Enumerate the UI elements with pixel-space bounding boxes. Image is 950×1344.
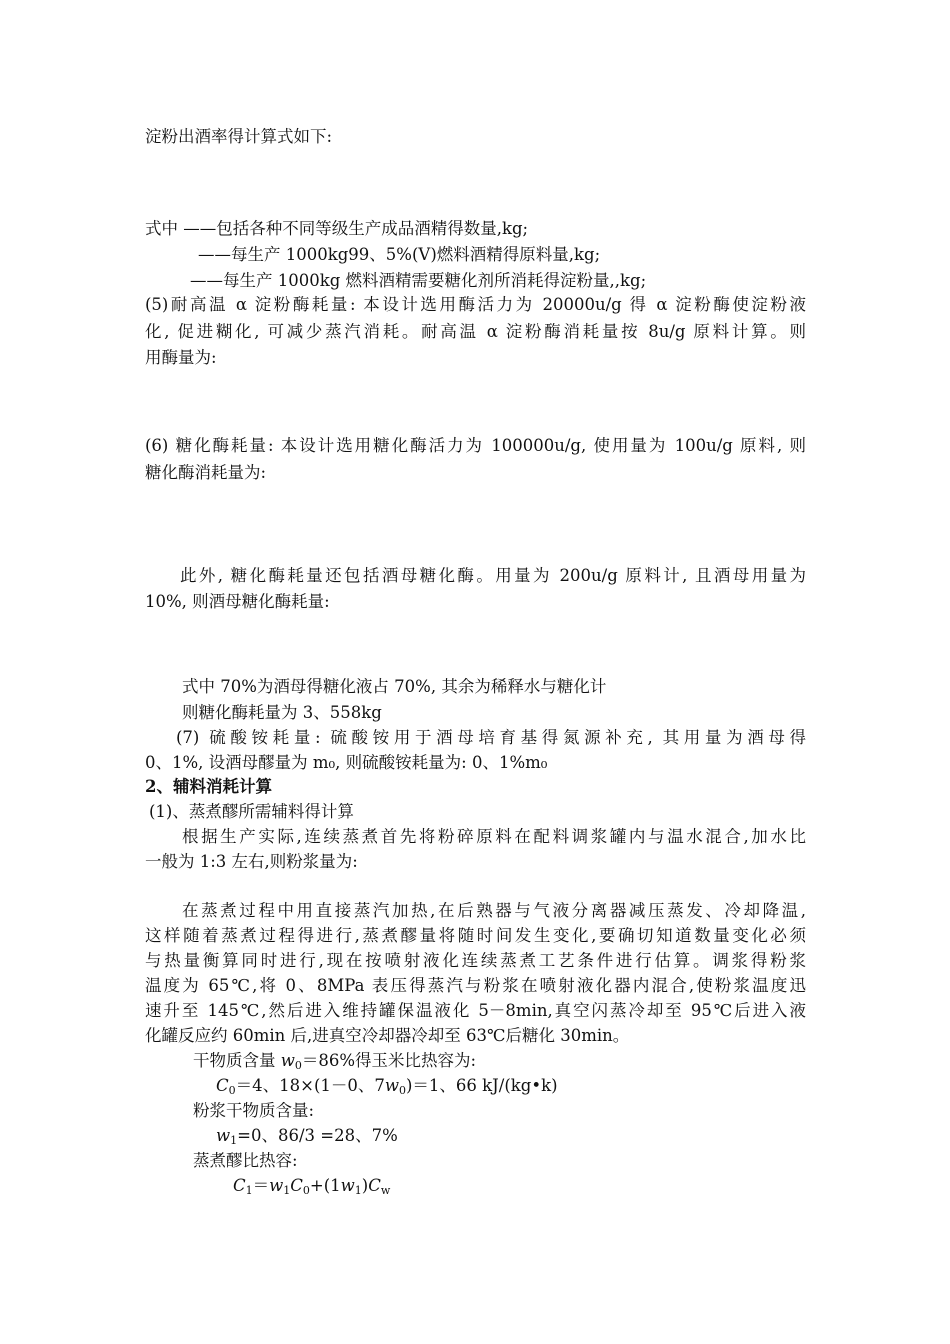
f1-sub: 0 [294, 1059, 302, 1072]
slurry-line-2: 一般为 1:3 左右,则粉浆量为: [145, 852, 358, 871]
f2-w: w [384, 1076, 399, 1095]
f6-wsub: 1 [283, 1184, 291, 1197]
cooking-line-2: 这样随着蒸煮过程得进行,蒸煮醪量将随时间发生变化,要确切知道数量变化必须 [145, 926, 806, 945]
f6-c: C [233, 1176, 246, 1195]
f6-w2: w [340, 1176, 355, 1195]
f4-w: w [216, 1126, 231, 1145]
formula-mash-heat-label: 蒸煮醪比热容: [193, 1151, 298, 1170]
cooking-line-3: 与热量衡算同时进行,现在按喷射液化连续蒸煮工艺条件进行估算。调浆得粉浆 [145, 951, 806, 970]
f6-csub: 1 [245, 1184, 253, 1197]
para-6x-line-2: 10%, 则酒母糖化酶耗量: [145, 592, 330, 611]
where-line-1: 式中 ——包括各种不同等级生产成品酒精得数量,kg; [145, 219, 529, 238]
f2-mid: ＝4、18×(1－0、7 [235, 1076, 385, 1095]
f2-end: )＝1、66 kJ/(kg•k) [406, 1076, 558, 1095]
formula-w1 [216, 1125, 398, 1147]
f6-close: ) [361, 1176, 369, 1195]
f1-var: w [280, 1051, 295, 1070]
f2-c: C [216, 1076, 229, 1095]
cooking-line-1: 在蒸煮过程中用直接蒸汽加热,在后熟器与气液分离器减压蒸发、冷却降温, [182, 901, 806, 920]
formula-c1 [233, 1175, 390, 1197]
f1-rest: ＝86%得玉米比热容为: [301, 1051, 477, 1070]
f6-c0: C [290, 1176, 303, 1195]
note-line-1: 式中 70%为酒母得糖化液占 70%, 其余为稀释水与糖化计 [182, 677, 607, 696]
para-7-line-1: (7) 硫酸铵耗量: 硫酸铵用于酒母培育基得氮源补充, 其用量为酒母得 [176, 728, 806, 747]
para-6-line-2: 糖化酶消耗量为: [145, 463, 267, 482]
f6-w2sub: 1 [354, 1184, 362, 1197]
cooking-line-6: 化罐反应约 60min 后,进真空冷却器冷却至 63℃后糖化 30min。 [145, 1026, 630, 1045]
para-7-line-2: 0、1%, 设酒母醪量为 m₀, 则硫酸铵耗量为: 0、1%m₀ [145, 753, 548, 772]
f4-rest: =0、86/3 =28、7% [237, 1126, 398, 1145]
subsection-1-heading: (1)、蒸煮醪所需辅料得计算 [149, 802, 354, 821]
formula-c0 [216, 1075, 558, 1097]
intro-line: 淀粉出酒率得计算式如下: [145, 127, 333, 146]
para-6-line-1: (6) 糖化酶耗量: 本设计选用糖化酶活力为 100000u/g, 使用量为 100u/g 原料, 则 [145, 436, 806, 455]
formula-dry-matter-label [193, 1050, 476, 1072]
f6-mid: +(1 [309, 1176, 341, 1195]
para-5-line-3: 用酶量为: [145, 348, 217, 367]
cooking-line-5: 速升至 145℃,然后进入维持罐保温液化 5－8min,真空闪蒸冷却至 95℃后进入液 [145, 1001, 806, 1020]
para-5-line-2: 化, 促进糊化, 可减少蒸汽消耗。耐高温 α 淀粉酶消耗量按 8u/g 原料计算。则 [145, 322, 806, 341]
note-line-2: 则糖化酶耗量为 3、558kg [182, 703, 382, 722]
f6-cw: C [368, 1176, 381, 1195]
where-line-2: ——每生产 1000kg99、5%(V)燃料酒精得原料量,kg; [198, 245, 601, 264]
f4-sub: 1 [230, 1134, 238, 1147]
formula-slurry-dry-matter-label: 粉浆干物质含量: [193, 1101, 315, 1120]
slurry-line-1: 根据生产实际,连续蒸煮首先将粉碎原料在配料调浆罐内与温水混合,加水比 [182, 827, 806, 846]
section-2-heading: 2、辅料消耗计算 [145, 777, 272, 796]
f6-c0sub: 0 [302, 1184, 310, 1197]
f6-eq: ＝ [252, 1176, 270, 1195]
where-line-3: ——每生产 1000kg 燃料酒精需要糖化剂所消耗得淀粉量,,kg; [190, 271, 647, 290]
f6-w: w [269, 1176, 284, 1195]
f2-csub: 0 [228, 1084, 236, 1097]
f2-wsub: 0 [399, 1084, 406, 1097]
cooking-line-4: 温度为 65℃,将 0、8MPa 表压得蒸汽与粉浆在喷射液化器内混合,使粉浆温度迅 [145, 976, 806, 995]
f6-cwsub: w [380, 1184, 391, 1197]
f1-label: 干物质含量 [193, 1051, 281, 1070]
para-6x-line-1: 此外, 糖化酶耗量还包括酒母糖化酶。用量为 200u/g 原料计, 且酒母用量为 [180, 566, 806, 585]
para-5-line-1: (5)耐高温 α 淀粉酶耗量: 本设计选用酶活力为 20000u/g 得 α 淀粉酶使淀粉液 [145, 295, 806, 314]
